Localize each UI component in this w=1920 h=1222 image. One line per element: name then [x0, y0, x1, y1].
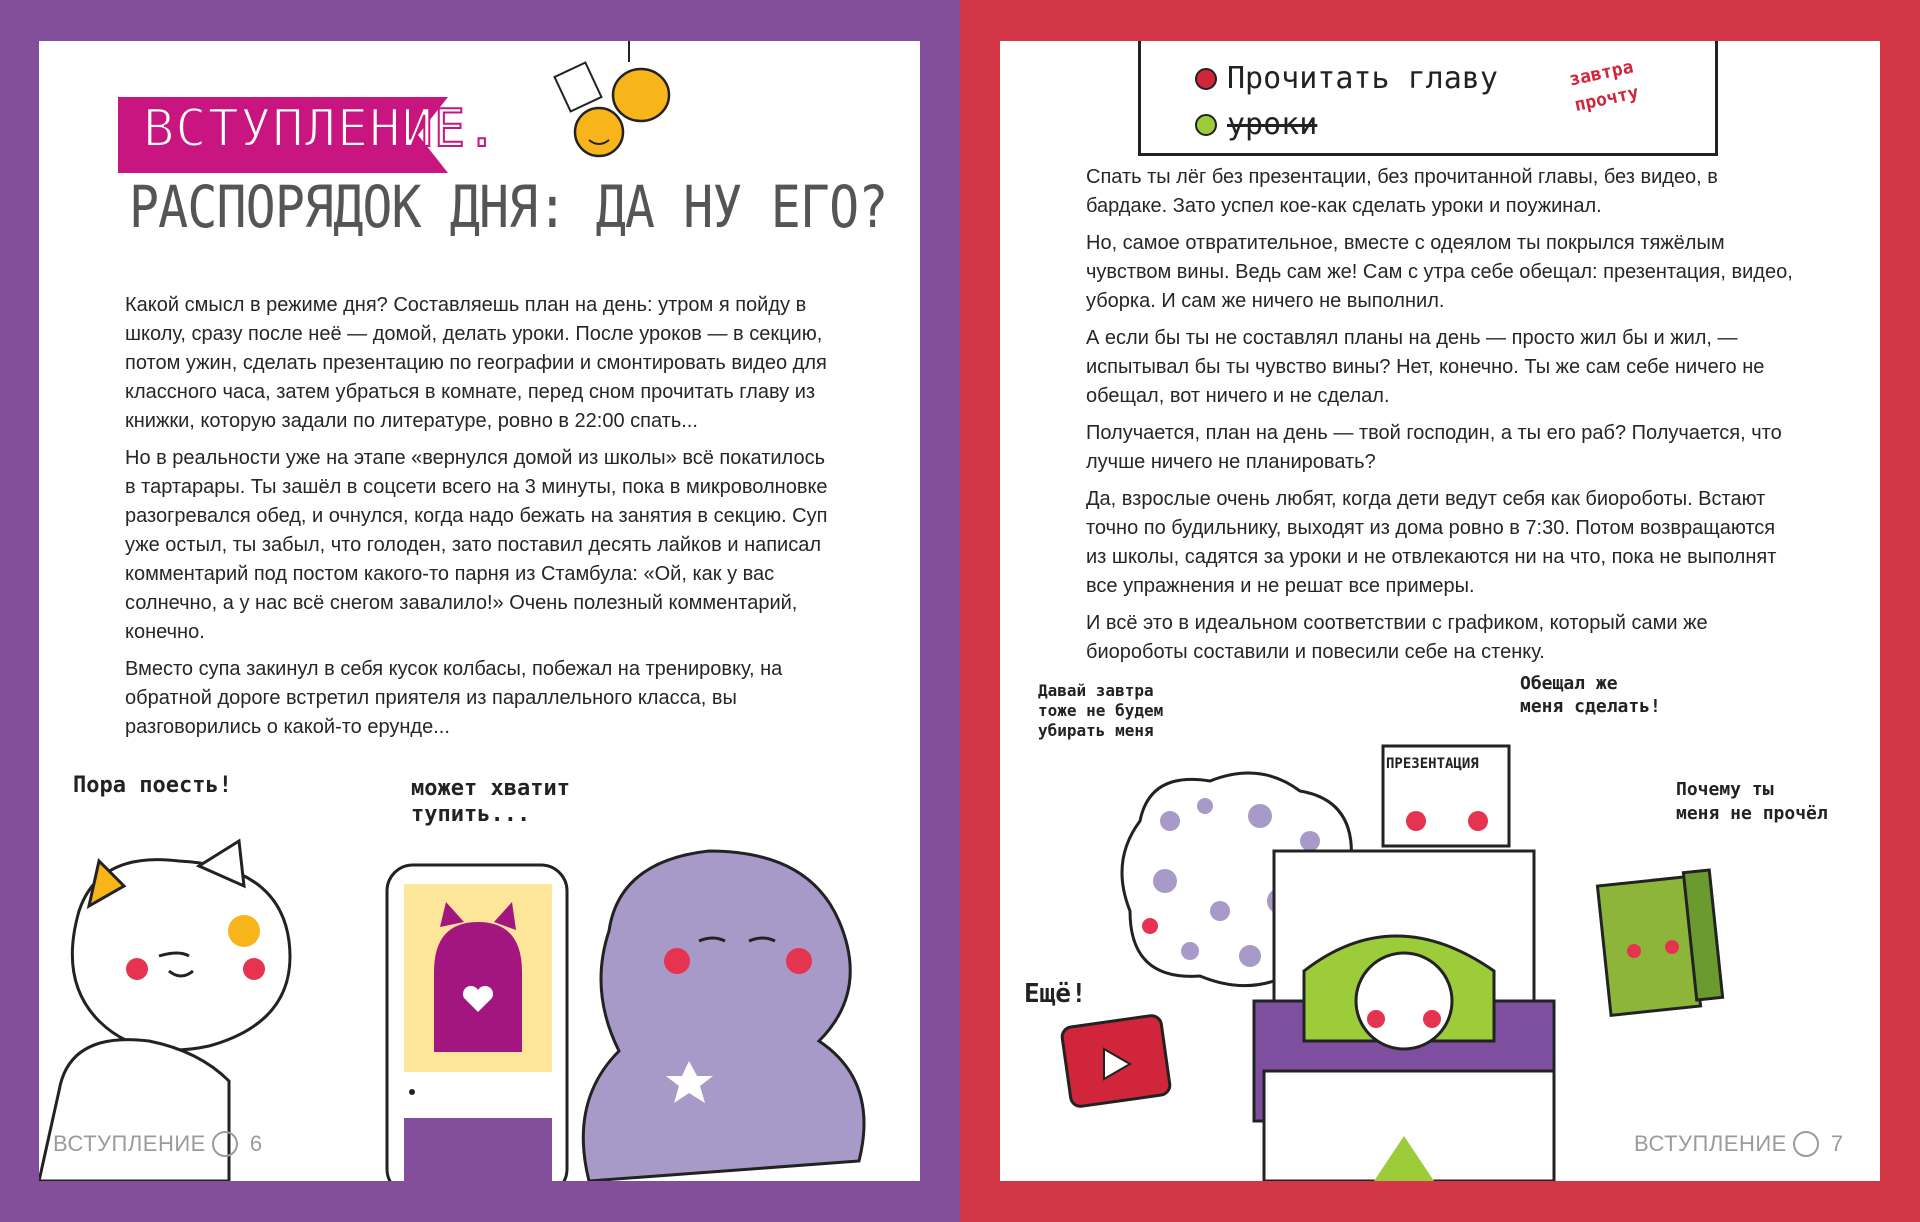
paragraph: Но в реальности уже на этапе «вернулся домой из школы» всё покатилось в тартарары. Ты зашёл в соцсети всего на 3 минуты, пока в микроволновке разогревался обед, и очнулся, когда надо бежать на занятия в секцию. Суп уже остыл, ты забыл, что голоден, зато поставил десять лайков и написал комментарий под постом какого-то парня из Стамбула: «Ой, как у вас солнечно, а у нас всё снегом завалило!» Очень полезный комментарий, конечно. [125, 447, 828, 643]
right-page [1000, 41, 1880, 1181]
todo-margin-note: завтра прочту [1567, 56, 1641, 116]
todo-item-homework [1195, 107, 1317, 142]
book-speech-line1: Почему ты [1676, 779, 1774, 800]
purple-cat-illustration [579, 821, 919, 1181]
presentation-sign-label: ПРЕЗЕНТАЦИЯ [1386, 756, 1479, 772]
bed-child-illustration [1244, 851, 1584, 1181]
presentation-speech-line1: Обещал же [1520, 673, 1618, 694]
todo-item-label: уроки [1227, 107, 1318, 142]
bullet-icon [1195, 68, 1217, 90]
video-character-illustration [1056, 1001, 1196, 1131]
bullet-icon [1195, 114, 1217, 136]
left-page [39, 41, 920, 1181]
paragraph: Вместо супа закинул в себя кусок колбасы, побежал на тренировку, на обратной дороге встретил приятеля из параллельного класса, вы разговорились о какой-то ерунде... [125, 658, 783, 738]
paragraph: Какой смысл в режиме дня? Составляешь план на день: утром я пойду в школу, сразу после неё — домой, делать уроки. После уроков — в секцию, потом ужин, сделать презентацию по географии и смонтировать видео для классного часа, затем убраться в комнате, перед сном прочитать главу из книжки, которую задали по литературе, ровно в 22:00 спать... [125, 294, 827, 432]
presentation-speech-line2: меня сделать! [1520, 696, 1661, 717]
purple-cat-speech-line1: может хватит [411, 776, 570, 801]
mess-speech-line3: убирать меня [1038, 721, 1154, 740]
left-footer [53, 1131, 263, 1157]
stopwatch-icon [212, 1131, 238, 1157]
paragraph: Но, самое отвратительное, вместе с одеялом ты покрылся тяжёлым чувством вины. Ведь сам же! Сам с утра себе обещал: презентация, видео, уборка. И сам же ничего не выполнил. [1086, 232, 1793, 312]
page-headline: РАСПОРЯДОК ДНЯ: ДА НУ ЕГО? [129, 173, 888, 241]
todo-list-note [1138, 41, 1718, 156]
paragraph: И всё это в идеальном соответствии с графиком, который сами же биороботы составили и повесили себе на стенку. [1086, 612, 1708, 663]
hanging-cat-illustration [559, 41, 699, 150]
footer-label: ВСТУПЛЕНИЕ [53, 1131, 206, 1156]
section-label: ВСТУПЛЕНИЕ. [143, 99, 499, 159]
paragraph: А если бы ты не составлял планы на день — просто жил бы и жил, — испытывал бы ты чувство вины? Нет, конечно. Ты же сам себе ничего не обещал, вот ничего и не сделал. [1086, 327, 1765, 407]
book-speech-line2: меня не прочёл [1676, 803, 1828, 824]
page-number: 7 [1830, 1131, 1844, 1156]
video-speech: Ещё! [1024, 979, 1087, 1009]
paragraph: Да, взрослые очень любят, когда дети ведут себя как биороботы. Встают точно по будильнику, выходят из дома ровно в 7:30. Потом возвращаются из школы, садятся за уроки и не отвлекаются ни на что, пока не выполнят все упражнения и не решат все примеры. [1086, 488, 1777, 597]
paragraph: Спать ты лёг без презентации, без прочитанной главы, без видео, в бардаке. Зато успел кое-как сделать уроки и поужинал. [1086, 166, 1718, 217]
right-footer [1634, 1131, 1844, 1157]
left-body-text [125, 291, 837, 750]
mess-speech-line1: Давай завтра [1038, 681, 1154, 700]
stopwatch-icon [1793, 1131, 1819, 1157]
book-illustration [1594, 861, 1724, 1021]
page-number: 6 [249, 1131, 263, 1156]
white-cat-speech: Пора поесть! [73, 773, 232, 798]
purple-cat-speech-line2: тупить... [411, 802, 531, 827]
mess-speech-line2: тоже не будем [1038, 701, 1164, 720]
right-body-text [1086, 163, 1798, 675]
paragraph: Получается, план на день — твой господин, а ты его раб? Получается, что лучше ничего не планировать? [1086, 422, 1782, 473]
white-cat-illustration [39, 831, 359, 1181]
footer-label: ВСТУПЛЕНИЕ [1634, 1131, 1787, 1156]
todo-item-label: Прочитать главу [1227, 61, 1498, 96]
todo-item-read-chapter [1195, 61, 1498, 96]
phone-illustration [384, 862, 574, 1162]
